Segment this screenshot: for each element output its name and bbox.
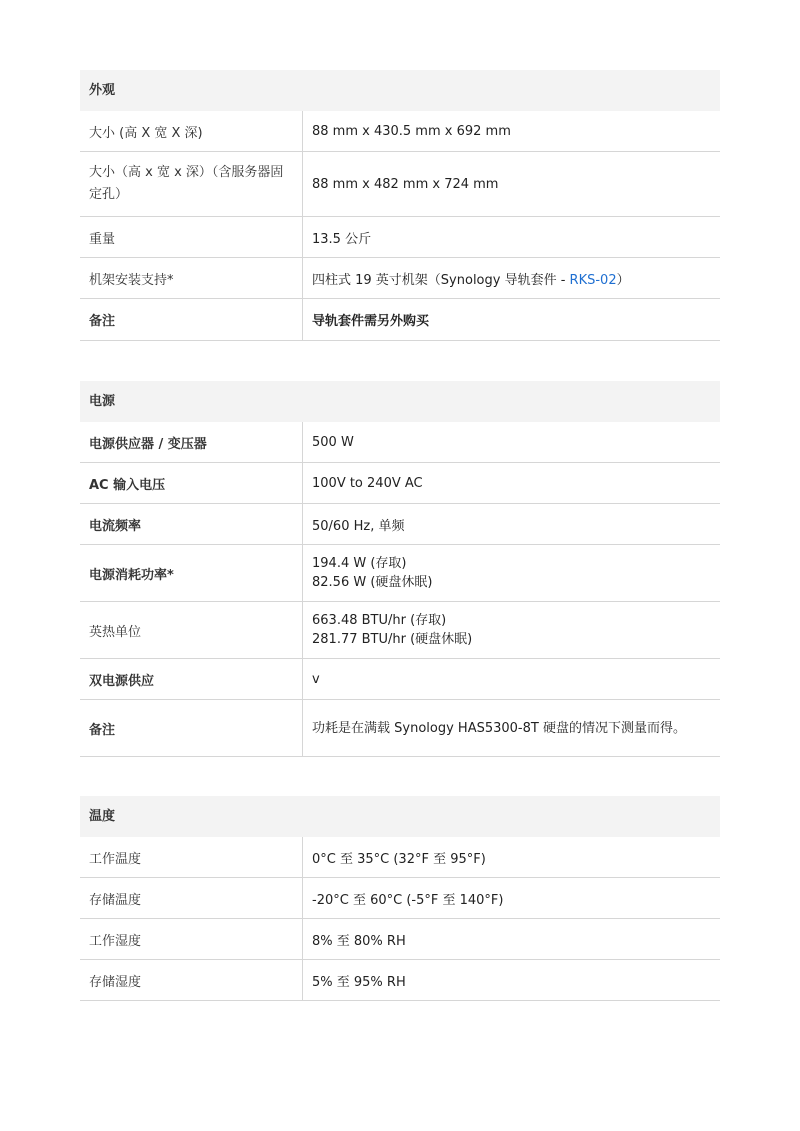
spec-label: 大小（高 x 宽 x 深）（含服务器固定孔） bbox=[80, 152, 303, 216]
spec-value: v bbox=[312, 671, 320, 687]
table-row bbox=[80, 422, 720, 463]
spec-label: 工作温度 bbox=[80, 837, 303, 877]
value-line: 194.4 W (存取) bbox=[312, 556, 407, 571]
spec-value: 导轨套件需另外购买 bbox=[312, 314, 430, 329]
table-row bbox=[80, 504, 720, 545]
power-section bbox=[80, 381, 720, 757]
rack-value-line bbox=[312, 269, 711, 288]
value-line: 82.56 W (硬盘休眠) bbox=[312, 575, 433, 590]
rks-02-link[interactable]: RKS-02 bbox=[569, 272, 617, 288]
spec-value bbox=[303, 258, 720, 298]
table-row bbox=[80, 960, 720, 1001]
spec-value: -20°C 至 60°C (-5°F 至 140°F) bbox=[312, 892, 504, 908]
table-row bbox=[80, 837, 720, 878]
spec-label: AC 输入电压 bbox=[80, 463, 303, 503]
table-row bbox=[80, 919, 720, 960]
spec-label: 电源消耗功率* bbox=[80, 545, 303, 601]
section-title: 外观 bbox=[80, 70, 720, 111]
spec-value bbox=[303, 545, 720, 601]
spec-value: 88 mm x 482 mm x 724 mm bbox=[312, 176, 499, 192]
section-title: 温度 bbox=[80, 796, 720, 837]
spec-label: 备注 bbox=[80, 299, 303, 340]
spec-label: 大小 (高 X 宽 X 深) bbox=[80, 111, 303, 151]
table-row bbox=[80, 299, 720, 341]
spec-label: 工作湿度 bbox=[80, 919, 303, 959]
rack-value-close: ） bbox=[616, 272, 630, 288]
table-row bbox=[80, 258, 720, 299]
spec-label: 存储湿度 bbox=[80, 960, 303, 1000]
appearance-section bbox=[80, 70, 720, 341]
spec-value: 100V to 240V AC bbox=[312, 475, 423, 491]
table-row bbox=[80, 217, 720, 258]
spec-label: 双电源供应 bbox=[80, 659, 303, 699]
temperature-section bbox=[80, 796, 720, 1001]
spec-value: 8% 至 80% RH bbox=[312, 933, 406, 949]
table-row bbox=[80, 463, 720, 504]
table-row bbox=[80, 111, 720, 152]
rack-value-text: 四柱式 19 英寸机架（Synology 导轨套件 - bbox=[312, 272, 570, 288]
table-row bbox=[80, 878, 720, 919]
spec-label: 机架安装支持* bbox=[80, 258, 303, 298]
table-row bbox=[80, 545, 720, 602]
spec-value: 88 mm x 430.5 mm x 692 mm bbox=[312, 123, 511, 139]
spec-label: 英热单位 bbox=[80, 602, 303, 658]
spec-value: 5% 至 95% RH bbox=[312, 974, 406, 990]
spec-value: 0°C 至 35°C (32°F 至 95°F) bbox=[312, 851, 486, 867]
spec-value: 13.5 公斤 bbox=[312, 231, 372, 247]
spec-label: 重量 bbox=[80, 217, 303, 257]
spec-value: 功耗是在满载 Synology HAS5300-8T 硬盘的情况下测量而得。 bbox=[312, 720, 686, 736]
value-line: 281.77 BTU/hr (硬盘休眠) bbox=[312, 632, 473, 647]
table-row bbox=[80, 700, 720, 757]
spec-value bbox=[303, 602, 720, 658]
spec-label: 备注 bbox=[80, 700, 303, 756]
value-line: 663.48 BTU/hr (存取) bbox=[312, 613, 447, 628]
table-row bbox=[80, 602, 720, 659]
spec-label: 存储温度 bbox=[80, 878, 303, 918]
table-row bbox=[80, 659, 720, 700]
spec-label: 电流频率 bbox=[80, 504, 303, 544]
spec-value: 500 W bbox=[312, 434, 354, 450]
section-title: 电源 bbox=[80, 381, 720, 422]
spec-label: 电源供应器 / 变压器 bbox=[80, 422, 303, 462]
table-row bbox=[80, 152, 720, 217]
spec-value: 50/60 Hz, 单频 bbox=[312, 518, 405, 534]
